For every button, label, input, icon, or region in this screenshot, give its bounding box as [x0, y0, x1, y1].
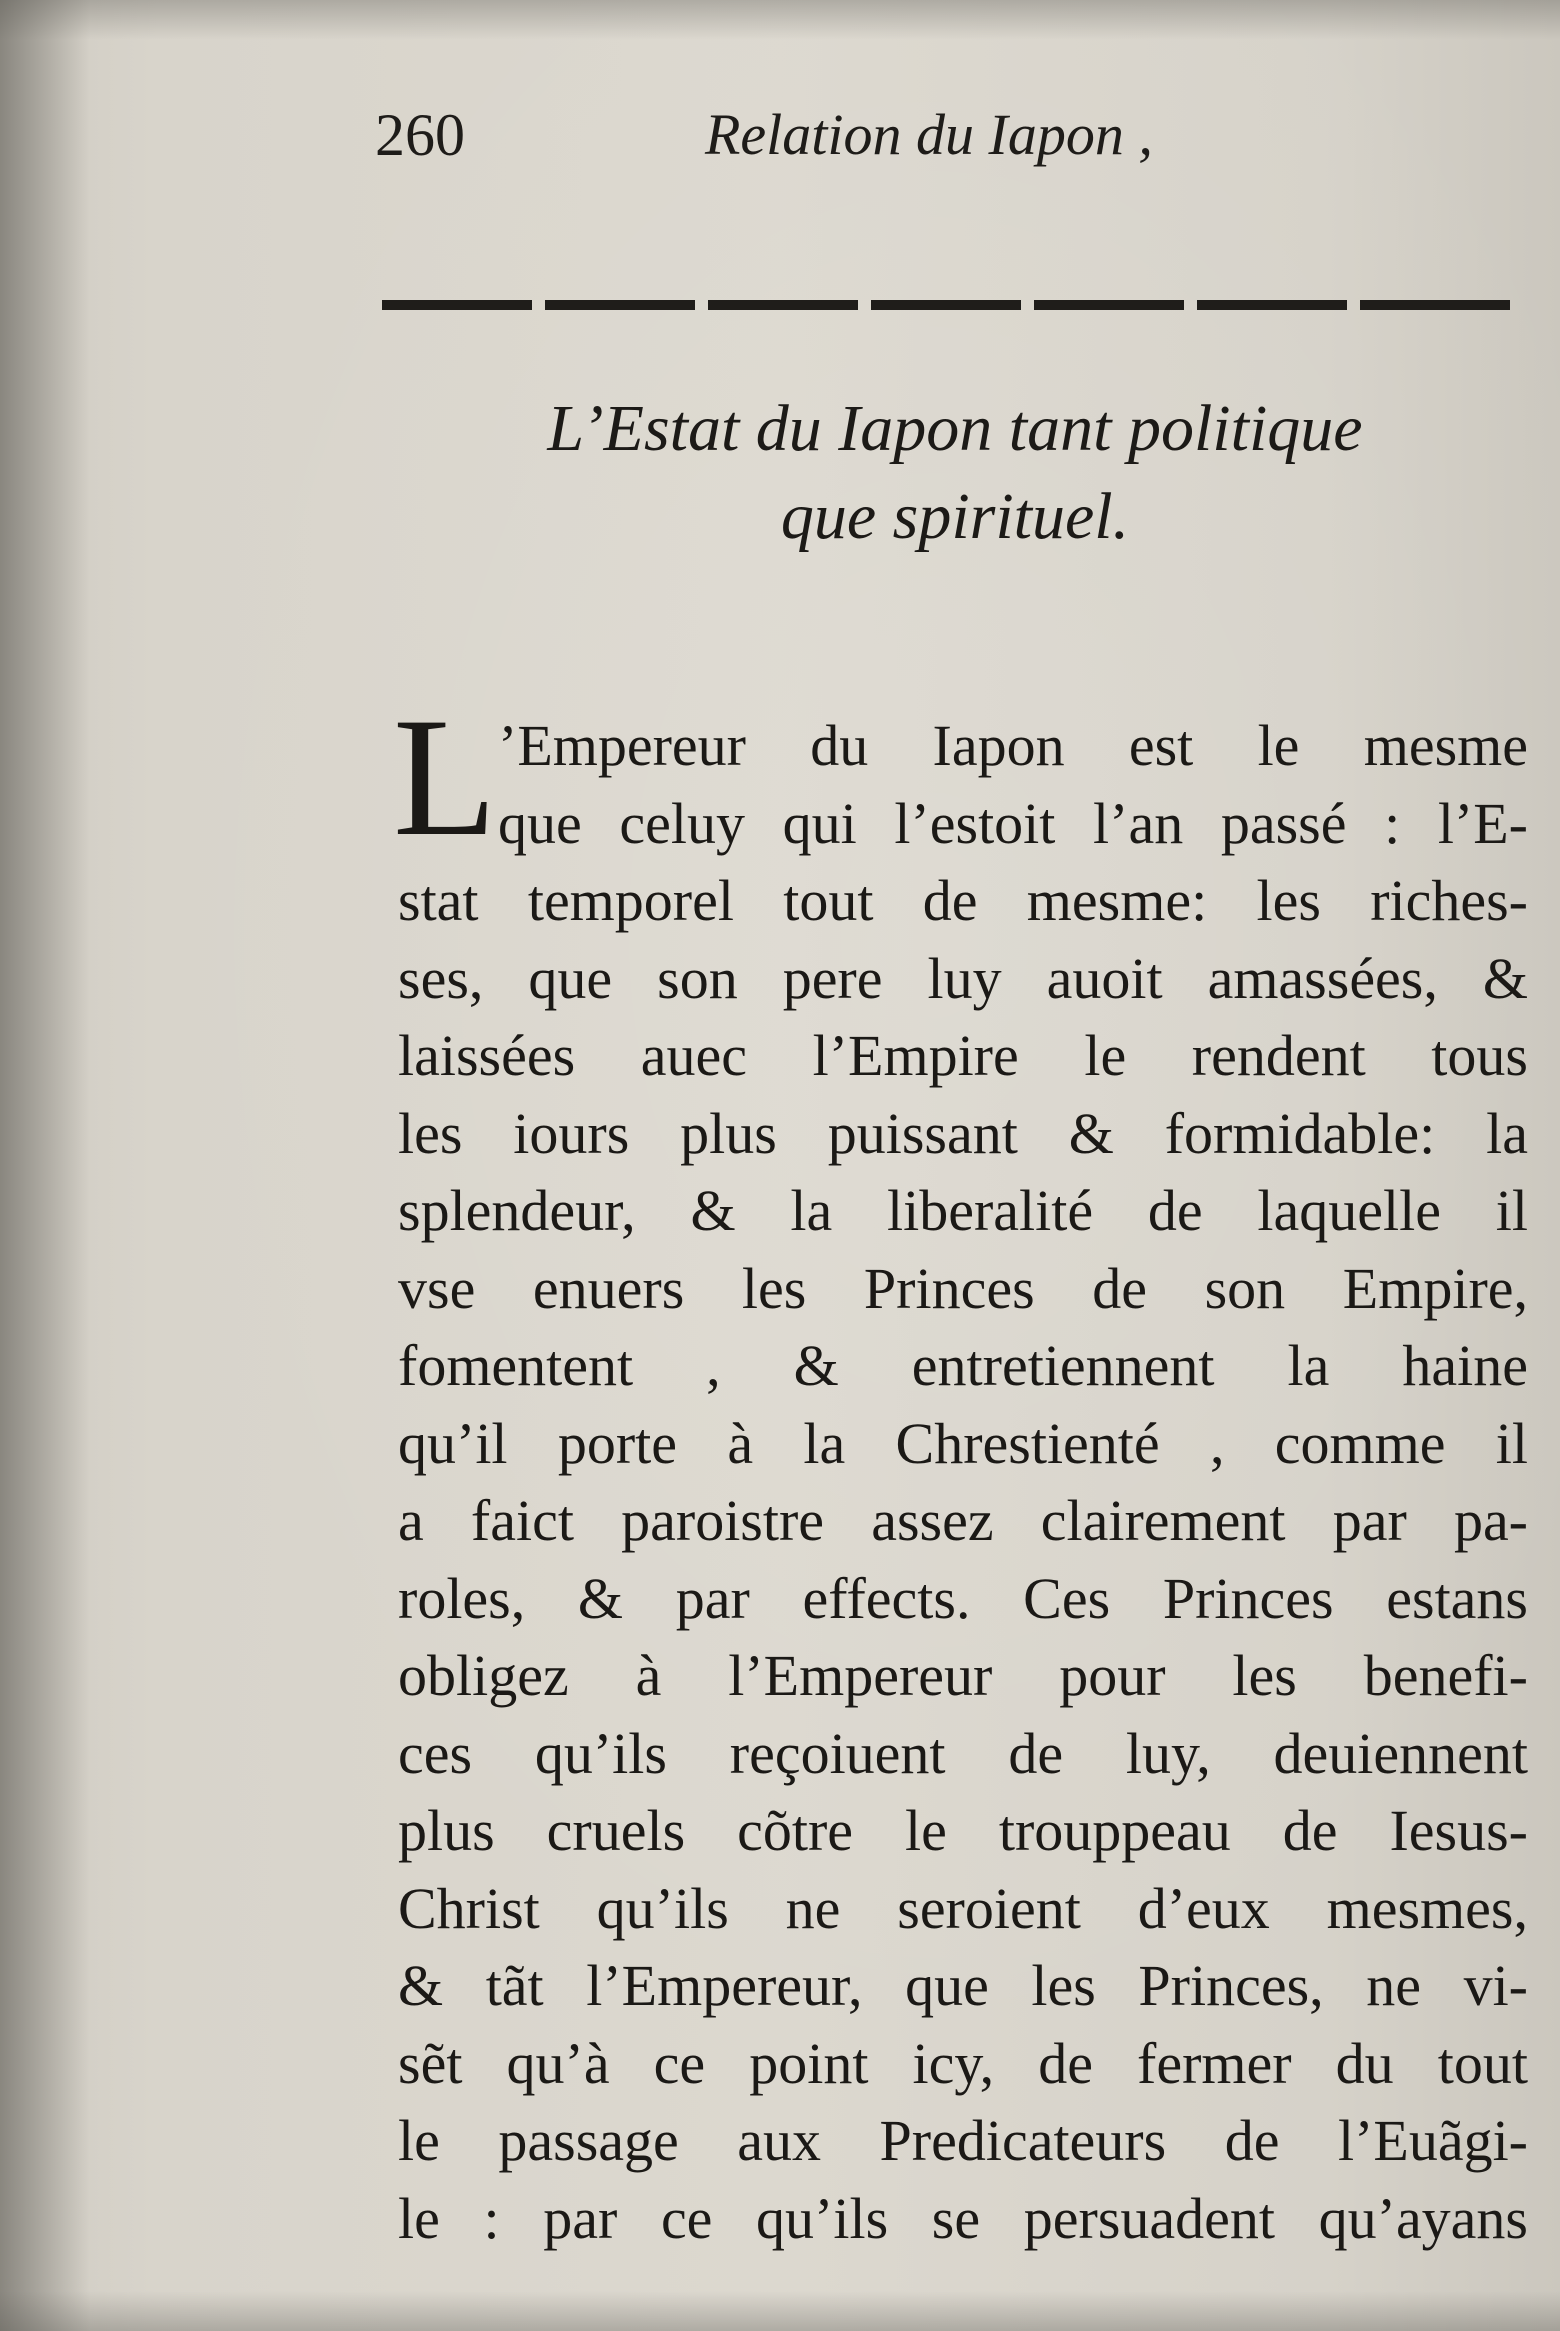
text-line: que celuy qui l’estoit l’an passé : l’E- [498, 790, 1528, 856]
rule-segment [1034, 300, 1184, 310]
text-line: a faict paroistre assez clairement par pa- [398, 1488, 1528, 1553]
text-line: obligez à l’Empereur pour les benefi- [398, 1643, 1528, 1708]
text-line: plus cruels cõtre le trouppeau de Iesus- [398, 1798, 1528, 1863]
text-line: laissées auec l’Empire le rendent tous [398, 1023, 1528, 1088]
section-heading-line: L’Estat du Iapon tant politique [547, 392, 1363, 465]
text-line: Christ qu’ils ne seroient d’eux mesmes, [398, 1875, 1528, 1941]
rule-segment [871, 300, 1021, 310]
page-number: 260 [375, 102, 465, 168]
text-line: splendeur, & la liberalité de laquelle il [398, 1178, 1528, 1243]
rule-segment [1197, 300, 1347, 310]
text-line: & tãt l’Empereur, que les Princes, ne vi- [398, 1953, 1528, 2018]
drop-cap: L [393, 683, 497, 871]
header-rule [382, 300, 1510, 310]
text-line: ’Empereur du Iapon est le mesme [498, 713, 1528, 778]
running-title: Relation du Iapon , [705, 102, 1153, 167]
gutter-shadow [0, 0, 90, 2331]
rule-segment [1360, 300, 1510, 310]
section-heading-line: que spirituel. [780, 480, 1130, 553]
text-line: le : par ce qu’ils se persuadent qu’ayans [398, 2185, 1528, 2251]
text-line: stat temporel tout de mesme: les riches- [398, 868, 1528, 933]
text-line: vse enuers les Princes de son Empire, [398, 1255, 1528, 1321]
rule-segment [545, 300, 695, 310]
body-text [398, 707, 1528, 2257]
bottom-edge-shadow [0, 2291, 1560, 2331]
top-edge-shadow [0, 0, 1560, 40]
text-line: les iours plus puissant & formidable: la [398, 1100, 1528, 1166]
text-line: ses, que son pere luy auoit amassées, & [398, 945, 1528, 1011]
text-line: fomentent , & entretiennent la haine [398, 1333, 1528, 1398]
running-head [375, 95, 1515, 175]
text-line: sẽt qu’à ce point icy, de fermer du tout [398, 2030, 1528, 2096]
text-line: roles, & par effects. Ces Princes estans [398, 1565, 1528, 1631]
section-heading [400, 385, 1510, 561]
rule-segment [708, 300, 858, 310]
text-line: le passage aux Predicateurs de l’Euãgi- [398, 2108, 1528, 2173]
text-line: qu’il porte à la Chrestienté , comme il [398, 1410, 1528, 1476]
rule-segment [382, 300, 532, 310]
text-line: ces qu’ils reçoiuent de luy, deuiennent [398, 1720, 1528, 1786]
